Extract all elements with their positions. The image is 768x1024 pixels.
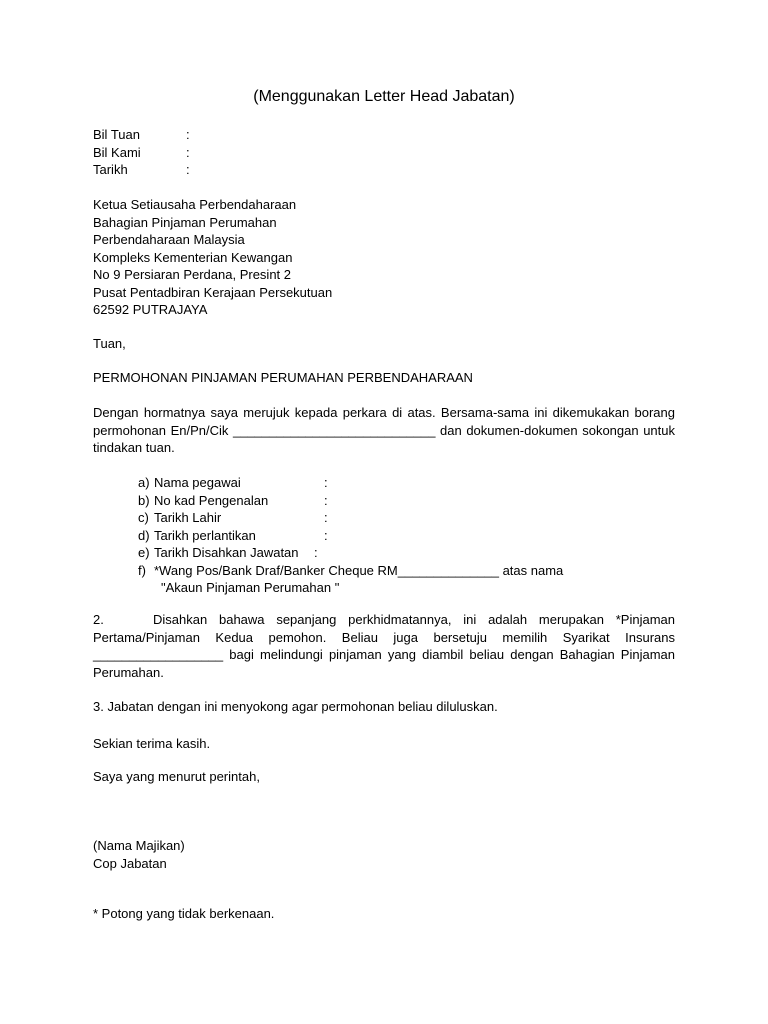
item-key: c) bbox=[138, 510, 149, 525]
letterhead-note: (Menggunakan Letter Head Jabatan) bbox=[253, 88, 515, 105]
item-label: No kad Pengenalan bbox=[154, 492, 269, 508]
address-line: Ketua Setiausaha Perbendaharaan bbox=[93, 197, 297, 212]
employer-name: (Nama Majikan) bbox=[93, 838, 185, 853]
ref-colon: : bbox=[186, 162, 190, 177]
item-colon: : bbox=[324, 510, 328, 525]
item-colon: : bbox=[324, 475, 328, 490]
list-item bbox=[138, 474, 563, 492]
item-label: Tarikh Lahir bbox=[154, 510, 222, 525]
ref-label: Tarikh bbox=[93, 162, 128, 177]
footnote: * Potong yang tidak berkenaan. bbox=[93, 906, 275, 921]
item-colon: : bbox=[324, 492, 328, 508]
address-line: Bahagian Pinjaman Perumahan bbox=[93, 214, 277, 230]
address-line: 62592 PUTRAJAYA bbox=[93, 302, 208, 317]
ref-label: Bil Kami bbox=[93, 144, 141, 160]
closing-line: Sekian terima kasih. bbox=[93, 736, 211, 751]
ref-bil-kami bbox=[93, 144, 190, 162]
item-colon: : bbox=[314, 545, 318, 560]
paragraph-3: 3. Jabatan dengan ini menyokong agar permohonan beliau diluluskan. bbox=[93, 699, 498, 714]
sign-off: Saya yang menurut perintah, bbox=[93, 769, 260, 784]
address-line: Kompleks Kementerian Kewangan bbox=[93, 249, 293, 265]
item-colon: : bbox=[324, 527, 328, 543]
list-item bbox=[138, 509, 563, 527]
salutation: Tuan, bbox=[93, 336, 126, 351]
item-key: e) bbox=[138, 545, 150, 560]
item-key: f) bbox=[138, 562, 146, 578]
ref-colon: : bbox=[186, 127, 190, 142]
ref-tarikh bbox=[93, 161, 190, 179]
intro-paragraph: Dengan hormatnya saya merujuk kepada perkara di atas. Bersama-sama ini dikemukakan borang permohonan En/Pn/Cik ____________________________ dan dokumen-dokumen sokongan untuk tindakan tuan. bbox=[93, 405, 675, 455]
list-item bbox=[138, 544, 563, 562]
list-item-payment bbox=[138, 562, 563, 580]
item-label: Tarikh Disahkan Jawatan bbox=[154, 545, 299, 560]
ref-colon: : bbox=[186, 144, 190, 160]
paragraph-2-text: Disahkan bahawa sepanjang perkhidmatannya, ini adalah merupakan *Pinjaman Pertama/Pinjaman Kedua pemohon. Beliau juga bersetuju memilih Syarikat Insurans __________________ bagi melindungi pinjaman yang diambil beliau dengan Bahagian Pinjaman Perumahan. bbox=[93, 612, 675, 680]
item-key: a) bbox=[138, 475, 150, 490]
list-item bbox=[138, 527, 563, 545]
item-label: Tarikh perlantikan bbox=[154, 527, 256, 543]
recipient-address bbox=[93, 196, 332, 319]
ref-label: Bil Tuan bbox=[93, 127, 140, 142]
department-stamp: Cop Jabatan bbox=[93, 856, 167, 871]
item-label: Nama pegawai bbox=[154, 475, 241, 490]
paragraph-number: 2. bbox=[93, 612, 104, 627]
subject-line: PERMOHONAN PINJAMAN PERUMAHAN PERBENDAHARAAN bbox=[93, 370, 473, 385]
address-line: Pusat Pentadbiran Kerajaan Persekutuan bbox=[93, 284, 333, 300]
list-item-payment-payee: "Akaun Pinjaman Perumahan " bbox=[161, 580, 340, 595]
paragraph-2 bbox=[93, 611, 675, 681]
address-line: No 9 Persiaran Perdana, Presint 2 bbox=[93, 267, 291, 282]
item-key: b) bbox=[138, 492, 150, 508]
applicant-details-list bbox=[138, 474, 563, 597]
reference-block bbox=[93, 126, 190, 179]
ref-bil-tuan bbox=[93, 126, 190, 144]
item-key: d) bbox=[138, 527, 150, 543]
address-line: Perbendaharaan Malaysia bbox=[93, 232, 245, 247]
item-payment-text: *Wang Pos/Bank Draf/Banker Cheque RM______________ atas nama bbox=[154, 562, 564, 578]
list-item bbox=[138, 492, 563, 510]
